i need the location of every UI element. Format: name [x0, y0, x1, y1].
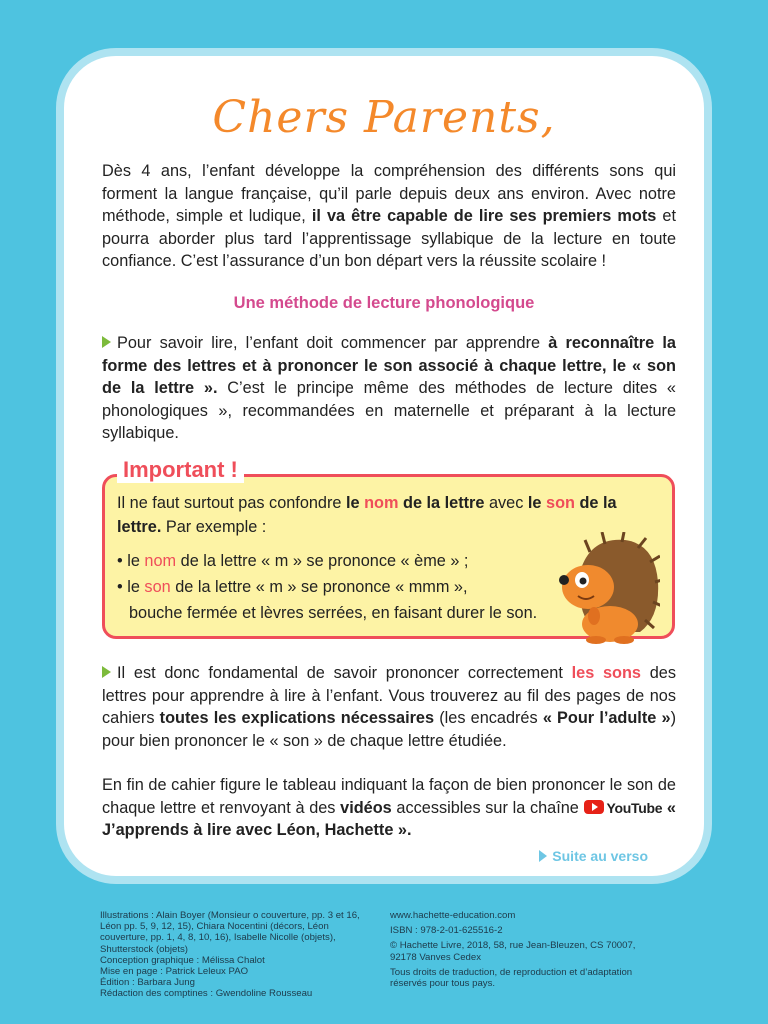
blue-triangle-icon	[539, 850, 547, 862]
bullet2-bold: « Pour l’adulte »	[542, 709, 671, 727]
list-text: de la lettre « m » se prononce « ème » ;	[176, 552, 469, 570]
para3-bold: vidéos	[340, 798, 392, 817]
para3-end: .	[406, 821, 412, 839]
youtube-wordmark: YouTube	[606, 799, 663, 816]
credit-line: Conception graphique : Mélissa Chalot	[100, 954, 265, 966]
bullet2-text: des lettres pour apprendre à lire à l’enfant. Vous trouverez au fil des pages de nos cahiers	[102, 664, 676, 727]
important-text-part: Il ne faut surtout pas confondre	[117, 494, 346, 512]
publisher-address: © Hachette Livre, 2018, 58, rue Jean-Bleuzen, CS 70007, 92178 Vanves Cedex	[390, 940, 636, 963]
important-bold-part: de la lettre	[398, 494, 485, 512]
channel-name: « J’apprends à lire avec Léon, Hachette »	[102, 798, 676, 839]
intro-text: Dès 4 ans, l’enfant développe la compréhension des différents sons qui forment la langue française, qu’il parle depuis deux ans environ. Avec notre méthode, simple et ludique,	[102, 162, 676, 225]
bullet2-text: ) pour bien prononcer le « son » de chaque lettre étudiée.	[102, 709, 676, 750]
list-bullet-text: • le	[117, 552, 145, 570]
list-item	[117, 549, 537, 573]
intro-bold: il va être capable de lire ses premiers mots	[311, 207, 657, 225]
list-highlight: nom	[144, 552, 177, 570]
intro-paragraph	[102, 160, 676, 273]
para3-text: accessibles sur la chaîne	[391, 798, 584, 817]
credits-right	[390, 910, 640, 989]
important-bold-le: le	[346, 494, 365, 512]
list-text: de la lettre « m » se prononce « mmm »,	[170, 578, 468, 596]
rights-notice: Tous droits de traduction, de reproduction et d’adaptation réservés pour tous pays.	[390, 966, 633, 990]
letter-card	[56, 48, 712, 884]
suite-label: Suite au verso	[552, 848, 648, 864]
page-title: Chers Parents,	[212, 92, 556, 143]
important-nom: nom	[364, 494, 399, 512]
section-subtitle: Une méthode de lecture phonologique	[233, 294, 535, 312]
intro-text-end: et pourra aborder plus tard l’apprentissage syllabique de la lecture en toute confiance. C’est l’assurance d’un bon départ vers la réussite scolaire !	[102, 207, 676, 270]
list-item	[117, 575, 537, 599]
bullet1-text: Pour savoir lire, l’enfant doit commencer par apprendre	[117, 334, 549, 352]
bullet-paragraph-1	[102, 332, 676, 445]
isbn: ISBN : 978-2-01-625516-2	[390, 925, 503, 937]
videos-paragraph	[102, 774, 676, 842]
important-bold-part: de la lettre.	[117, 494, 617, 536]
important-text-part: avec	[484, 494, 528, 512]
bullet1-bold: à reconnaître la forme des lettres et à prononcer le son associé à chaque lettre, le « son de la lettre ».	[102, 334, 676, 397]
credit-line: Illustrations : Alain Boyer (Monsieur o couverture, pp. 3 et 16, Léon pp. 5, 9, 12, 15), Chiara Nocentini (décors, Léon couverture, pp. 1, 4, 8, 10, 16), Isabelle Nicolle (objets), Shutterstock (objets)	[100, 910, 360, 955]
important-son: son	[546, 494, 575, 512]
list-item-continuation: bouche fermée et lèvres serrées, en faisant durer le son.	[129, 604, 538, 622]
list-highlight: son	[144, 578, 171, 596]
suite-au-verso	[539, 848, 648, 864]
important-text-part: Par exemple :	[161, 518, 267, 536]
green-triangle-icon	[102, 666, 111, 678]
para3-text: En fin de cahier figure le tableau indiquant la façon de bien prononcer le son de chaque lettre et renvoyant à des	[102, 776, 676, 817]
bullet2-highlight: les sons	[571, 664, 641, 682]
green-triangle-icon	[102, 336, 111, 348]
youtube-icon	[584, 800, 604, 814]
list-bullet-text: • le	[117, 578, 145, 596]
website-link[interactable]: www.hachette-education.com	[390, 910, 516, 921]
credits-left	[100, 910, 370, 1000]
important-list	[117, 549, 537, 627]
bullet1-text-end: C’est le principe même des méthodes de lecture dites « phonologiques », recommandées en maternelle et préparant à la lecture syllabique.	[102, 379, 676, 442]
credit-line: Mise en page : Patrick Leleux PAO	[100, 966, 249, 978]
hedgehog-illustration	[550, 532, 660, 644]
bullet-paragraph-2	[102, 662, 676, 752]
important-title: Important !	[117, 457, 244, 483]
bullet2-bold: toutes les explications nécessaires	[159, 709, 435, 727]
bullet2-text: (les encadrés	[434, 709, 543, 727]
credit-line: Rédaction des comptines : Gwendoline Rousseau	[100, 988, 313, 1000]
credit-line: Édition : Barbara Jung	[100, 977, 195, 989]
bullet2-text: Il est donc fondamental de savoir prononcer correctement	[117, 664, 572, 682]
important-bold-le: le	[527, 494, 547, 512]
